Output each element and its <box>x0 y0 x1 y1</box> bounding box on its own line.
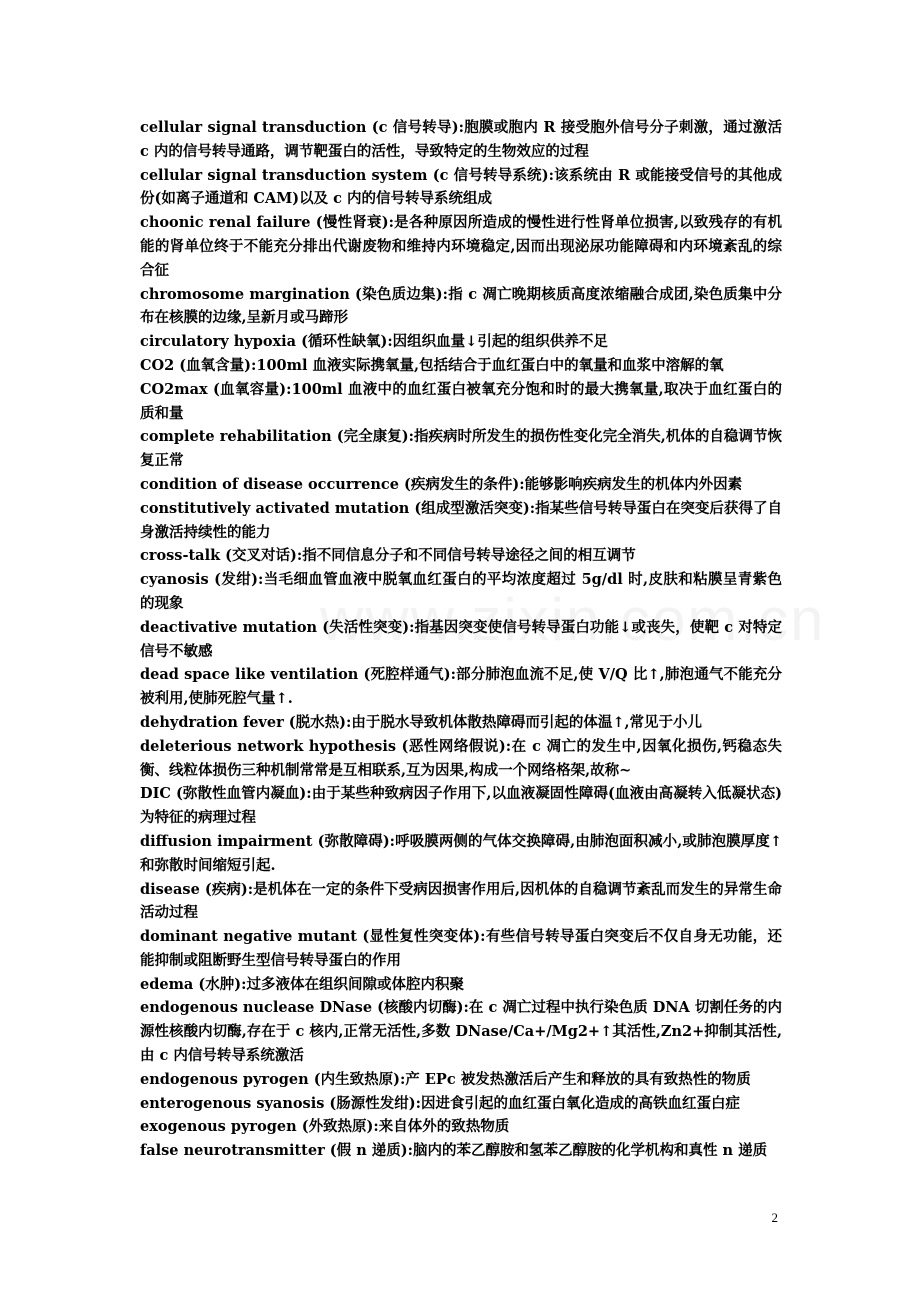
glossary-entry: endogenous pyrogen (内生致热原):产 EPc 被发热激活后产生和释放的具有致热性的物质 <box>140 1070 751 1088</box>
glossary-entry: CO2 (血氧含量):100ml 血液实际携氧量,包括结合于血红蛋白中的氧量和血浆中溶解的氧 <box>140 356 724 374</box>
glossary-entry: endogenous nuclease DNase (核酸内切酶):在 c 凋亡过程中执行染色质 DNA 切割任务的内源性核酸内切酶,存在于 c 核内,正常无活性,多数 DNase/Ca+/Mg2+↑其活性,Zn2+抑制其活性,由 c 内信号转导系统激活 <box>140 999 782 1065</box>
page-number: 2 <box>771 1210 778 1225</box>
glossary-entry: CO2max (血氧容量):100ml 血液中的血红蛋白被氧充分饱和时的最大携氧量,取决于血红蛋白的质和量 <box>140 380 782 422</box>
glossary-entry: edema (水肿):过多液体在组织间隙或体腔内积聚 <box>140 975 464 993</box>
glossary-entry: condition of disease occurrence (疾病发生的条件):能够影响疾病发生的机体内外因素 <box>140 475 743 493</box>
glossary-entry: deactivative mutation (失活性突变):指基因突变使信号转导蛋白功能↓或丧失，使靶 c 对特定信号不敏感 <box>140 618 782 660</box>
glossary-entry: circulatory hypoxia (循环性缺氧):因组织血量↓引起的组织供养不足 <box>140 333 608 351</box>
glossary-entry: choonic renal failure (慢性肾衰):是各种原因所造成的慢性进行性肾单位损害,以致残存的有机能的肾单位终于不能充分排出代谢废物和维持内环境稳定,因而出现泌尿功能障碍和内环境紊乱的综合征 <box>140 214 782 279</box>
glossary-entry: DIC (弥散性血管内凝血):由于某些种致病因子作用下,以血液凝固性障碍(血液由高凝转入低凝状态)为特征的病理过程 <box>140 785 782 827</box>
glossary-entry: cross-talk (交叉对话):指不同信息分子和不同信号转导途径之间的相互调节 <box>140 547 636 565</box>
glossary-entry: dominant negative mutant (显性复性突变体):有些信号转导蛋白突变后不仅自身无功能，还能抑制或阻断野生型信号转导蛋白的作用 <box>140 928 782 969</box>
glossary-entry: exogenous pyrogen (外致热原):来自体外的致热物质 <box>140 1118 510 1136</box>
glossary-entry: dehydration fever (脱水热):由于脱水导致机体散热障碍而引起的体温↑,常见于小儿 <box>140 713 703 731</box>
glossary-entry: dead space like ventilation (死腔样通气):部分肺泡血流不足,使 V/Q 比↑,肺泡通气不能充分被利用,使肺死腔气量↑. <box>140 666 782 708</box>
glossary-entry: chromosome margination (染色质边集):指 c 凋亡晚期核质高度浓缩融合成团,染色质集中分布在核膜的边缘,呈新月或马蹄形 <box>140 285 782 327</box>
glossary-entry: complete rehabilitation (完全康复):指疾病时所发生的损伤性变化完全消失,机体的自稳调节恢复正常 <box>140 428 782 470</box>
glossary-entry: cyanosis (发绀):当毛细血管血液中脱氧血红蛋白的平均浓度超过 5g/dl 时,皮肤和粘膜呈青紫色的现象 <box>140 571 782 612</box>
glossary-entry: cellular signal transduction system (c 信号转导系统):该系统由 R 或能接受信号的其他成份(如离子通道和 CAM)以及 c 内的信号转导系统组成 <box>140 166 782 208</box>
glossary-entry: enterogenous syanosis (肠源性发绀):因进食引起的血红蛋白氧化造成的高铁血红蛋白症 <box>140 1094 740 1112</box>
glossary-entry: deleterious network hypothesis (恶性网络假说):在 c 凋亡的发生中,因氧化损伤,钙稳态失衡、线粒体损伤三种机制常常是互相联系,互为因果,构成一个网络格架,故称~ <box>140 737 782 779</box>
glossary-entry: disease (疾病):是机体在一定的条件下受病因损害作用后,因机体的自稳调节紊乱而发生的异常生命活动过程 <box>140 880 782 922</box>
glossary-entry: false neurotransmitter (假 n 递质):脑内的苯乙醇胺和氢苯乙醇胺的化学机构和真性 n 递质 <box>140 1142 768 1160</box>
glossary-entry: diffusion impairment (弥散障碍):呼吸膜两侧的气体交换障碍,由肺泡面积减小,或肺泡膜厚度↑和弥散时间缩短引起. <box>140 832 782 874</box>
glossary-entry: constitutively activated mutation (组成型激活突变):指某些信号转导蛋白在突变后获得了自身激活持续性的能力 <box>140 499 782 541</box>
glossary-entry: cellular signal transduction (c 信号转导):胞膜或胞内 R 接受胞外信号分子刺激，通过激活 c 内的信号转导通路，调节靶蛋白的活性，导致特定的生物效应的过程 <box>140 119 782 160</box>
document-body <box>140 116 782 1163</box>
